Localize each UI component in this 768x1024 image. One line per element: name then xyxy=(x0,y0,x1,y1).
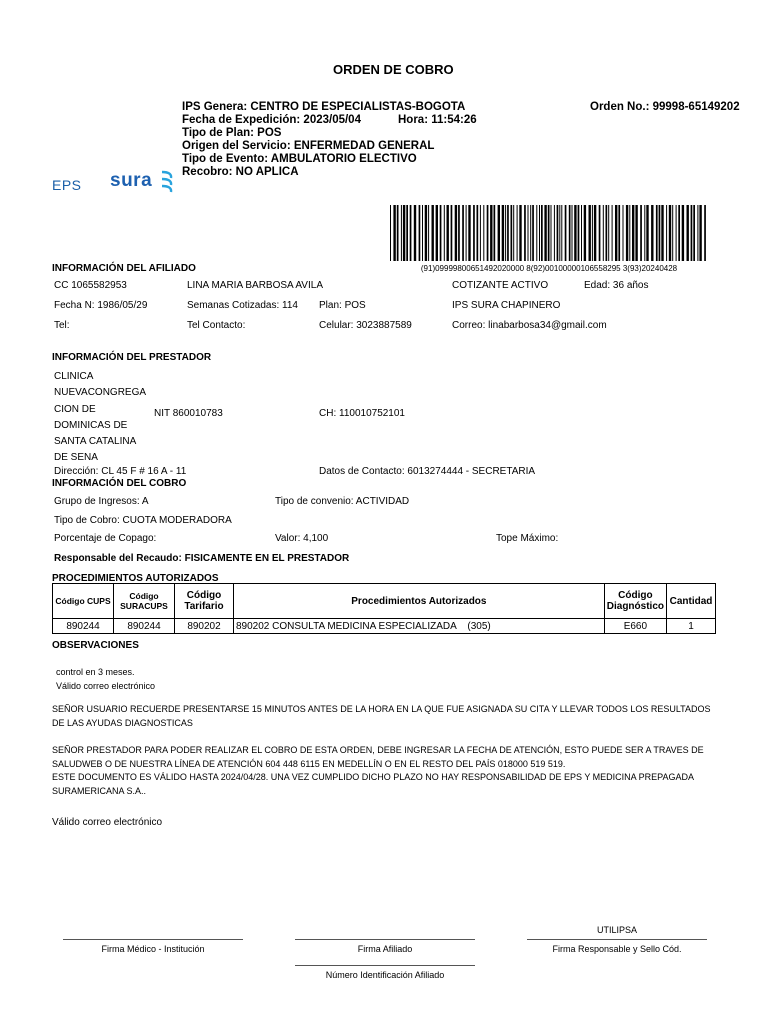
hora: Hora: 11:54:26 xyxy=(398,114,477,126)
barcode-bar xyxy=(458,205,460,261)
barcode-bar xyxy=(502,205,504,261)
barcode-bar xyxy=(592,205,593,261)
barcode-bar xyxy=(635,205,637,261)
barcode xyxy=(390,205,708,261)
barcode-bar xyxy=(505,205,506,261)
tipo-evento: Tipo de Evento: AMBULATORIO ELECTIVO xyxy=(182,153,417,165)
barcode-bar xyxy=(462,205,464,261)
recobro: Recobro: NO APLICA xyxy=(182,166,299,178)
barcode-bar xyxy=(666,205,667,261)
barcode-bar xyxy=(466,205,467,261)
barcode-bar xyxy=(615,205,617,261)
firma-afiliado-line xyxy=(295,939,475,940)
barcode-bar xyxy=(612,205,613,261)
barcode-bar xyxy=(691,205,693,261)
barcode-bar xyxy=(530,205,531,261)
barcode-bar xyxy=(561,205,562,261)
barcode-bar xyxy=(455,205,457,261)
barcode-bar xyxy=(682,205,684,261)
barcode-bar xyxy=(419,205,421,261)
barcode-bar xyxy=(468,205,470,261)
prestador-contacto: Datos de Contacto: 6013274444 - SECRETARIA xyxy=(319,466,536,477)
prestador-nombre-line: CLINICA xyxy=(54,371,94,382)
barcode-bar xyxy=(676,205,677,261)
barcode-bar xyxy=(629,205,630,261)
cell-suracups: 890244 xyxy=(114,619,175,634)
barcode-bar xyxy=(672,205,673,261)
barcode-bar xyxy=(524,205,526,261)
barcode-bar xyxy=(539,205,540,261)
cobro-grupo: Grupo de Ingresos: A xyxy=(54,496,149,507)
barcode-bar xyxy=(661,205,663,261)
afiliado-nombre: LINA MARIA BARBOSA AVILA xyxy=(187,280,323,291)
barcode-bar xyxy=(554,205,555,261)
barcode-bar xyxy=(541,205,543,261)
valido-correo: Válido correo electrónico xyxy=(52,817,163,828)
barcode-bar xyxy=(578,205,580,261)
barcode-bar xyxy=(581,205,582,261)
barcode-bar xyxy=(603,205,604,261)
barcode-bar xyxy=(584,205,586,261)
afiliado-heading: INFORMACIÓN DEL AFILIADO xyxy=(52,263,196,274)
sura-logo-mark xyxy=(160,169,174,197)
prestador-nombre-line: DE SENA xyxy=(54,452,98,464)
barcode-bar xyxy=(544,205,546,261)
col-codigo-suracups: Código SURACUPS xyxy=(114,584,175,619)
cobro-tope: Tope Máximo: xyxy=(496,533,559,544)
col-procedimientos: Procedimientos Autorizados xyxy=(234,584,605,619)
barcode-bar xyxy=(532,205,534,261)
prestador-nombre-line: NUEVACONGREGA xyxy=(54,387,147,399)
prestador-nombre-line: SANTA CATALINA xyxy=(54,436,137,448)
barcode-bar xyxy=(640,205,642,261)
barcode-bar xyxy=(428,205,429,261)
cell-procedimiento: 890202 CONSULTA MEDICINA ESPECIALIZADA (305) xyxy=(234,619,605,634)
barcode-bar xyxy=(473,205,475,261)
barcode-bar xyxy=(444,205,445,261)
ips-genera: IPS Genera: CENTRO DE ESPECIALISTAS-BOGOTA xyxy=(182,101,466,113)
barcode-bar xyxy=(551,205,552,261)
barcode-bar xyxy=(687,205,689,261)
barcode-bar xyxy=(589,205,591,261)
prestador-direccion: Dirección: CL 45 F # 16 A - 11 xyxy=(54,466,187,477)
barcode-bar xyxy=(646,205,648,261)
barcode-bar xyxy=(557,205,559,261)
procedimientos-heading: PROCEDIMIENTOS AUTORIZADOS xyxy=(52,573,219,584)
barcode-bar xyxy=(432,205,434,261)
cell-cantidad: 1 xyxy=(667,619,716,634)
cobro-valor: Valor: 4,100 xyxy=(275,533,329,544)
barcode-bar xyxy=(623,205,624,261)
afiliado-correo: Correo: linabarbosa34@gmail.com xyxy=(452,320,607,331)
sura-logo-text: sura xyxy=(110,170,153,191)
barcode-bar xyxy=(477,205,479,261)
afiliado-ips: IPS SURA CHAPINERO xyxy=(452,300,561,311)
aviso-usuario: SEÑOR USUARIO RECUERDE PRESENTARSE 15 MINUTOS ANTES DE LA HORA EN LA QUE FUE ASIGNADA SU CITA Y LLEVAR TODOS LOS RESULTADOS DE LAS AYUDAS DIAGNOSTICAS xyxy=(52,704,711,728)
afiliado-semanas: Semanas Cotizadas: 114 xyxy=(187,300,298,311)
barcode-bar xyxy=(618,205,620,261)
barcode-bar xyxy=(511,205,513,261)
prestador-nombre-line: CION DE xyxy=(54,403,96,415)
barcode-bar xyxy=(536,205,537,261)
prestador-ch: CH: 110010752101 xyxy=(319,408,405,419)
barcode-bar xyxy=(519,205,521,261)
barcode-bar xyxy=(651,205,653,261)
barcode-bar xyxy=(422,205,423,261)
barcode-bar xyxy=(697,205,698,261)
barcode-bar xyxy=(393,205,395,261)
barcode-bar xyxy=(498,205,500,261)
cell-cups: 890244 xyxy=(53,619,114,634)
afiliado-edad: Edad: 36 años xyxy=(584,280,649,291)
identificacion-line xyxy=(295,965,475,966)
barcode-bar xyxy=(693,205,695,261)
barcode-bar xyxy=(632,205,634,261)
barcode-bar xyxy=(410,205,412,261)
eps-logo: EPS xyxy=(52,177,82,193)
sura-logo xyxy=(110,170,152,192)
col-codigo-diagnostico: Código Diagnóstico xyxy=(604,584,666,619)
cobro-tipo: Tipo de Cobro: CUOTA MODERADORA xyxy=(54,515,232,526)
prestador-nit: NIT 860010783 xyxy=(154,408,223,419)
barcode-bar xyxy=(606,205,608,261)
barcode-bar xyxy=(644,205,645,261)
table-header-row xyxy=(53,584,716,619)
barcode-bar xyxy=(548,205,550,261)
barcode-bar xyxy=(669,205,671,261)
cobro-convenio: Tipo de convenio: ACTIVIDAD xyxy=(275,496,410,507)
barcode-bar xyxy=(401,205,402,261)
barcode-bar xyxy=(559,205,560,261)
firma-medico-line xyxy=(63,939,243,940)
barcode-bar xyxy=(656,205,658,261)
firma-medico: Firma Médico - Institución xyxy=(101,944,205,954)
col-cantidad: Cantidad xyxy=(667,584,716,619)
barcode-bar xyxy=(447,205,449,261)
barcode-bar xyxy=(572,205,573,261)
col-codigo-cups: Código CUPS xyxy=(53,584,114,619)
afiliado-fecha-n: Fecha N: 1986/05/29 xyxy=(54,300,148,311)
barcode-bar xyxy=(406,205,408,261)
firma-afiliado: Firma Afiliado xyxy=(357,944,413,954)
prestador-nombre xyxy=(54,369,146,467)
observaciones-line2: Válido correo electrónico xyxy=(56,681,156,691)
col-codigo-tarifario: Código Tarifario xyxy=(175,584,234,619)
barcode-bar xyxy=(608,205,609,261)
barcode-bar xyxy=(397,205,399,261)
barcode-bar xyxy=(659,205,661,261)
aviso-validez: ESTE DOCUMENTO ES VÁLIDO HASTA 2024/04/28. UNA VEZ CUMPLIDO DICHO PLAZO NO HAY RESPONSABILIDAD DE EPS Y MEDICINA PREPAGADA SURAMERICANA S.A.. xyxy=(52,772,694,796)
barcode-bar xyxy=(403,205,405,261)
barcode-bar xyxy=(594,205,596,261)
page-title: ORDEN DE COBRO xyxy=(333,62,454,77)
afiliado-tipo: COTIZANTE ACTIVO xyxy=(452,280,549,291)
afiliado-tel-contacto: Tel Contacto: xyxy=(187,320,246,331)
firma-responsable: Firma Responsable y Sello Cód. xyxy=(552,944,682,954)
prestador-nombre-line: DOMINICAS DE xyxy=(54,419,128,431)
barcode-bar xyxy=(699,205,701,261)
barcode-bar xyxy=(574,205,576,261)
firma-responsable-line xyxy=(527,939,707,940)
barcode-bar xyxy=(494,205,496,261)
table-row xyxy=(53,619,716,634)
barcode-bar xyxy=(414,205,416,261)
barcode-bar xyxy=(436,205,438,261)
barcode-bar xyxy=(451,205,453,261)
fecha-expedicion: Fecha de Expedición: 2023/05/04 xyxy=(182,114,361,126)
cobro-heading: INFORMACIÓN DEL COBRO xyxy=(52,478,187,489)
barcode-bar xyxy=(483,205,484,261)
barcode-bar xyxy=(487,205,489,261)
barcode-bar xyxy=(599,205,601,261)
barcode-bar xyxy=(480,205,481,261)
afiliado-tel: Tel: xyxy=(54,320,70,331)
barcode-bar xyxy=(678,205,680,261)
numero-identificacion: Número Identificación Afiliado xyxy=(325,970,445,980)
tipo-plan: Tipo de Plan: POS xyxy=(182,127,282,139)
aviso-prestador: SEÑOR PRESTADOR PARA PODER REALIZAR EL COBRO DE ESTA ORDEN, DEBE INGRESAR LA FECHA DE ATENCIÓN, ESTO PUEDE SER A TRAVES DE SALUDWEB O DE NUESTRA LÍNEA DE ATENCIÓN 604 448 6115 EN MEDELLÍN O EN EL RESTO DEL PAÍS 018000 519 519. xyxy=(52,745,704,769)
orden-number: Orden No.: 99998-65149202 xyxy=(590,101,740,113)
barcode-bar xyxy=(528,205,529,261)
utilipsa: UTILIPSA xyxy=(596,925,637,935)
barcode-bar xyxy=(626,205,628,261)
barcode-text: (91)09999800651492020000 8(92)00100000106558295 3(93)20240428 xyxy=(420,264,678,273)
barcode-bar xyxy=(513,205,514,261)
cell-diagnostico: E660 xyxy=(604,619,666,634)
afiliado-cc: CC 1065582953 xyxy=(54,280,127,291)
barcode-bar xyxy=(565,205,567,261)
prestador-heading: INFORMACIÓN DEL PRESTADOR xyxy=(52,352,212,363)
barcode-bar xyxy=(425,205,427,261)
cobro-porcentaje: Porcentaje de Copago: xyxy=(54,533,157,544)
barcode-bar xyxy=(517,205,518,261)
barcode-bar xyxy=(490,205,492,261)
barcode-bar xyxy=(440,205,442,261)
barcode-bar xyxy=(569,205,571,261)
afiliado-celular: Celular: 3023887589 xyxy=(319,320,412,331)
barcode-bar xyxy=(390,205,391,261)
cell-tarifario: 890202 xyxy=(175,619,234,634)
origen-servicio: Origen del Servicio: ENFERMEDAD GENERAL xyxy=(182,140,435,152)
observaciones-line1: control en 3 meses. xyxy=(56,667,135,677)
observaciones-heading: OBSERVACIONES xyxy=(52,640,139,651)
barcode-bar xyxy=(507,205,509,261)
procedimientos-table xyxy=(52,583,716,634)
cobro-responsable: Responsable del Recaudo: FISICAMENTE EN EL PRESTADOR xyxy=(54,553,350,564)
afiliado-plan: Plan: POS xyxy=(319,300,366,311)
barcode-bar xyxy=(704,205,706,261)
